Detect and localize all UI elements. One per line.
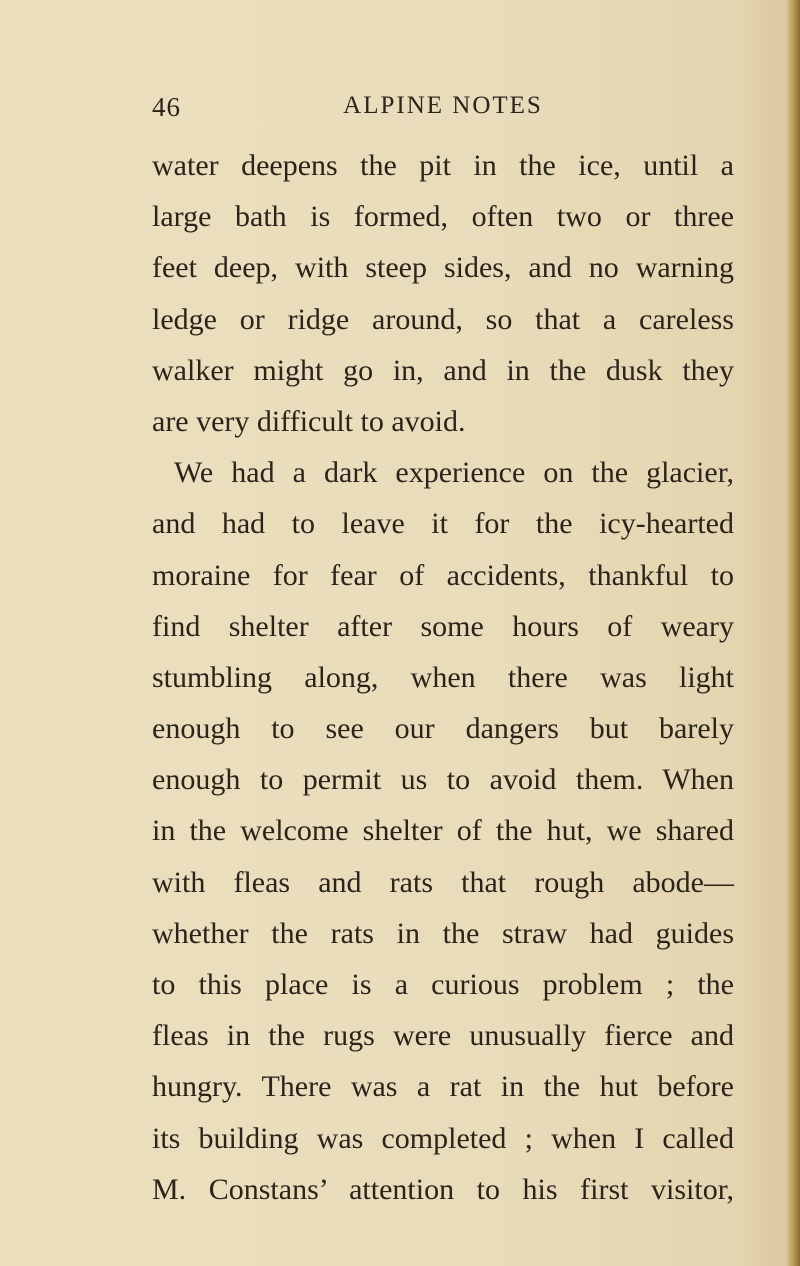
text-line: ledge or ridge around, so that a careless [152, 302, 734, 336]
text-line: are very difficult to avoid. [152, 404, 466, 438]
text-line: in the welcome shelter of the hut, we shared [152, 814, 734, 848]
page-header [152, 92, 734, 132]
body-text [152, 140, 734, 1215]
text-line: whether the rats in the straw had guides [152, 916, 734, 950]
text-line: We had a dark experience on the glacier, [174, 456, 734, 490]
text-line: with fleas and rats that rough abode— [152, 865, 734, 899]
page-edge [786, 0, 800, 1266]
text-line: its building was completed ; when I called [152, 1121, 734, 1155]
page-number: 46 [152, 92, 181, 122]
text-line: and had to leave it for the icy-hearted [152, 507, 734, 541]
text-line: large bath is formed, often two or three [152, 200, 734, 234]
text-line: walker might go in, and in the dusk they [152, 353, 734, 387]
text-line: enough to see our dangers but barely [152, 712, 734, 746]
text-line: feet deep, with steep sides, and no warning [152, 251, 734, 285]
text-line: find shelter after some hours of weary [152, 609, 734, 643]
text-line: fleas in the rugs were unusually fierce and [152, 1019, 734, 1053]
text-line: enough to permit us to avoid them. When [152, 763, 734, 797]
text-line: stumbling along, when there was light [152, 660, 734, 694]
text-line: moraine for fear of accidents, thankful to [152, 558, 734, 592]
text-line: water deepens the pit in the ice, until a [152, 149, 734, 182]
text-line: to this place is a curious problem ; the [152, 968, 734, 1001]
text-line: hungry. There was a rat in the hut before [152, 1070, 734, 1104]
running-head: ALPINE NOTES [343, 92, 543, 119]
text-line: M. Constans’ attention to his first visitor, [152, 1172, 734, 1206]
